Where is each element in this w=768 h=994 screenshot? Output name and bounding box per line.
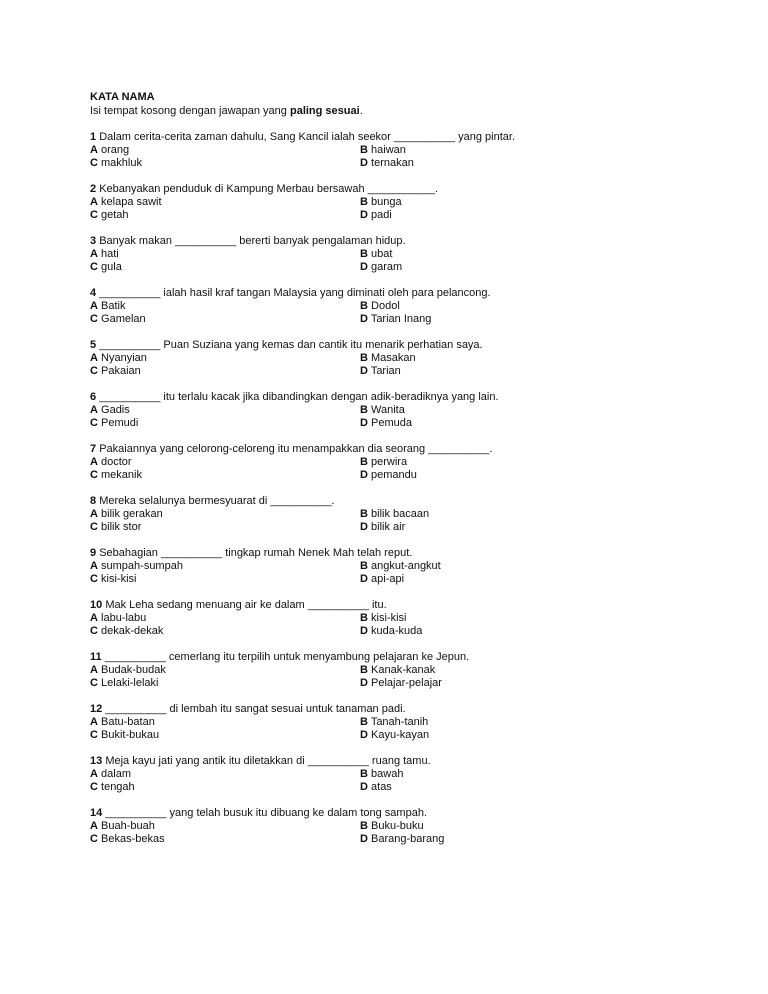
question-number: 9 <box>90 547 97 559</box>
question-stem <box>90 703 650 716</box>
option-letter: D <box>360 313 368 325</box>
option-letter: B <box>360 560 368 572</box>
answer-option <box>90 729 360 742</box>
answer-option <box>90 261 360 274</box>
option-text: Wanita <box>371 404 405 416</box>
option-text: Lelaki-lelaki <box>101 677 159 689</box>
option-letter: A <box>90 820 98 832</box>
instruction <box>90 104 650 118</box>
option-text: garam <box>371 261 403 273</box>
option-row <box>90 573 650 586</box>
answer-option <box>360 313 630 326</box>
answer-option <box>90 781 360 794</box>
option-letter: D <box>360 157 368 169</box>
question-text: Mak Leha sedang menuang air ke dalam __________ itu. <box>105 599 387 611</box>
answer-option <box>360 781 630 794</box>
option-row <box>90 469 650 482</box>
option-row <box>90 417 650 430</box>
option-letter: A <box>90 248 98 260</box>
option-letter: B <box>360 248 368 260</box>
question-text: Mereka selalunya bermesyuarat di __________. <box>99 495 335 507</box>
option-letter: B <box>360 612 368 624</box>
option-text: orang <box>101 144 130 156</box>
question-item <box>90 287 650 326</box>
question-text: __________ yang telah busuk itu dibuang ke dalam tong sampah. <box>105 807 427 819</box>
option-letter: D <box>360 625 368 637</box>
option-text: bilik air <box>371 521 406 533</box>
answer-option <box>360 560 630 573</box>
option-text: kuda-kuda <box>371 625 423 637</box>
option-text: tengah <box>101 781 135 793</box>
option-row <box>90 820 650 833</box>
answer-option <box>90 820 360 833</box>
question-number: 3 <box>90 235 97 247</box>
question-stem <box>90 547 650 560</box>
option-letter: C <box>90 469 98 481</box>
option-text: Pakaian <box>101 365 141 377</box>
option-letter: C <box>90 625 98 637</box>
option-letter: A <box>90 612 98 624</box>
option-row <box>90 781 650 794</box>
answer-option <box>360 664 630 677</box>
option-letter: B <box>360 768 368 780</box>
option-text: Pelajar-pelajar <box>371 677 442 689</box>
option-text: api-api <box>371 573 405 585</box>
question-text: Dalam cerita-cerita zaman dahulu, Sang Kancil ialah seekor __________ yang pintar. <box>99 131 516 143</box>
answer-option <box>90 612 360 625</box>
question-stem <box>90 755 650 768</box>
answer-option <box>360 365 630 378</box>
question-number: 11 <box>90 651 102 663</box>
answer-option <box>360 677 630 690</box>
option-letter: B <box>360 300 368 312</box>
option-text: atas <box>371 781 392 793</box>
question-item <box>90 807 650 846</box>
answer-option <box>360 612 630 625</box>
worksheet-header <box>90 90 650 118</box>
option-text: kisi-kisi <box>101 573 137 585</box>
question-stem <box>90 599 650 612</box>
option-text: Barang-barang <box>371 833 445 845</box>
instruction-emphasis: paling sesuai <box>289 105 360 117</box>
question-text: __________ Puan Suziana yang kemas dan cantik itu menarik perhatian saya. <box>99 339 483 351</box>
answer-option <box>90 521 360 534</box>
option-letter: D <box>360 781 368 793</box>
option-letter: C <box>90 209 98 221</box>
option-letter: B <box>360 456 368 468</box>
option-row <box>90 144 650 157</box>
question-stem <box>90 287 650 300</box>
question-item <box>90 495 650 534</box>
option-letter: B <box>360 820 368 832</box>
option-letter: A <box>90 664 98 676</box>
question-number: 2 <box>90 183 97 195</box>
option-row <box>90 716 650 729</box>
answer-option <box>360 404 630 417</box>
question-item <box>90 651 650 690</box>
answer-option <box>90 248 360 261</box>
option-text: ternakan <box>371 157 414 169</box>
option-letter: C <box>90 521 98 533</box>
option-text: makhluk <box>101 157 142 169</box>
option-text: Dodol <box>371 300 400 312</box>
question-item <box>90 755 650 794</box>
option-letter: D <box>360 417 368 429</box>
option-letter: A <box>90 456 98 468</box>
answer-option <box>360 820 630 833</box>
option-text: angkut-angkut <box>371 560 441 572</box>
question-item <box>90 183 650 222</box>
option-row <box>90 352 650 365</box>
option-text: Batu-batan <box>101 716 155 728</box>
option-text: Buku-buku <box>371 820 424 832</box>
option-row <box>90 157 650 170</box>
answer-option <box>360 469 630 482</box>
option-letter: A <box>90 560 98 572</box>
option-letter: C <box>90 781 98 793</box>
option-text: Tanah-tanih <box>370 716 429 728</box>
question-item <box>90 443 650 482</box>
answer-option <box>90 417 360 430</box>
answer-option <box>360 417 630 430</box>
question-number: 7 <box>90 443 97 455</box>
answer-option <box>360 196 630 209</box>
option-text: bilik stor <box>101 521 142 533</box>
option-text: Tarian Inang <box>370 313 432 325</box>
answer-option <box>90 404 360 417</box>
option-letter: C <box>90 261 98 273</box>
answer-option <box>360 729 630 742</box>
question-number: 13 <box>90 755 103 767</box>
option-text: gula <box>101 261 122 273</box>
option-text: dekak-dekak <box>101 625 164 637</box>
question-item <box>90 131 650 170</box>
answer-option <box>90 209 360 222</box>
question-stem <box>90 339 650 352</box>
option-text: Gadis <box>101 404 130 416</box>
answer-option <box>360 300 630 313</box>
option-text: Bekas-bekas <box>101 833 165 845</box>
option-text: Batik <box>101 300 126 312</box>
worksheet-page <box>90 90 650 859</box>
option-text: Gamelan <box>101 313 146 325</box>
answer-option <box>360 833 630 846</box>
option-letter: D <box>360 677 368 689</box>
answer-option <box>360 248 630 261</box>
option-row <box>90 521 650 534</box>
option-letter: D <box>360 365 368 377</box>
option-letter: C <box>90 313 98 325</box>
page-title: KATA NAMA <box>90 91 155 103</box>
option-text: Pemuda <box>371 417 412 429</box>
option-letter: D <box>360 261 368 273</box>
option-row <box>90 261 650 274</box>
answer-option <box>90 196 360 209</box>
option-letter: C <box>90 417 98 429</box>
option-text: Pemudi <box>101 417 139 429</box>
option-row <box>90 300 650 313</box>
option-letter: D <box>360 833 368 845</box>
answer-option <box>90 144 360 157</box>
option-letter: B <box>360 352 368 364</box>
question-item <box>90 703 650 742</box>
option-row <box>90 612 650 625</box>
answer-option <box>90 833 360 846</box>
question-stem <box>90 651 650 664</box>
option-row <box>90 768 650 781</box>
answer-option <box>360 508 630 521</box>
option-letter: D <box>360 729 368 741</box>
answer-option <box>90 469 360 482</box>
question-number: 4 <box>90 287 97 299</box>
option-letter: B <box>360 508 368 520</box>
question-stem <box>90 235 650 248</box>
option-text: padi <box>371 209 392 221</box>
answer-option <box>90 157 360 170</box>
option-text: bunga <box>371 196 402 208</box>
answer-option <box>90 365 360 378</box>
option-row <box>90 677 650 690</box>
question-text: Pakaiannya yang celorong-celoreng itu menampakkan dia seorang __________. <box>99 443 493 455</box>
option-row <box>90 248 650 261</box>
option-row <box>90 729 650 742</box>
question-number: 6 <box>90 391 97 403</box>
answer-option <box>360 352 630 365</box>
question-text: Meja kayu jati yang antik itu diletakkan di __________ ruang tamu. <box>105 755 431 767</box>
option-row <box>90 560 650 573</box>
option-letter: D <box>360 469 368 481</box>
option-text: Budak-budak <box>101 664 166 676</box>
option-row <box>90 456 650 469</box>
answer-option <box>90 508 360 521</box>
question-stem <box>90 391 650 404</box>
answer-option <box>360 768 630 781</box>
option-text: dalam <box>101 768 131 780</box>
option-text: Kanak-kanak <box>371 664 436 676</box>
option-letter: C <box>90 833 98 845</box>
answer-option <box>360 157 630 170</box>
option-letter: D <box>360 209 368 221</box>
option-text: bawah <box>371 768 404 780</box>
option-text: Bukit-bukau <box>101 729 160 741</box>
question-item <box>90 547 650 586</box>
question-text: __________ di lembah itu sangat sesuai untuk tanaman padi. <box>105 703 406 715</box>
question-text: Kebanyakan penduduk di Kampung Merbau bersawah ___________. <box>99 183 439 195</box>
option-text: perwira <box>371 456 408 468</box>
option-letter: A <box>90 300 98 312</box>
option-text: hati <box>101 248 119 260</box>
option-text: kelapa sawit <box>101 196 162 208</box>
question-text: __________ ialah hasil kraf tangan Malaysia yang diminati oleh para pelancong. <box>99 287 491 299</box>
question-stem <box>90 807 650 820</box>
option-row <box>90 508 650 521</box>
option-letter: C <box>90 157 98 169</box>
option-letter: A <box>90 508 98 520</box>
option-text: ubat <box>371 248 393 260</box>
answer-option <box>360 625 630 638</box>
question-number: 1 <box>90 131 97 143</box>
question-number: 8 <box>90 495 97 507</box>
option-text: Kayu-kayan <box>371 729 430 741</box>
option-letter: A <box>90 716 98 728</box>
question-list <box>90 131 650 846</box>
question-number: 12 <box>90 703 103 715</box>
option-letter: B <box>360 664 368 676</box>
option-letter: C <box>90 573 98 585</box>
option-letter: D <box>360 573 368 585</box>
question-text: __________ itu terlalu kacak jika dibandingkan dengan adik-beradiknya yang lain. <box>99 391 499 403</box>
answer-option <box>360 716 630 729</box>
instruction-end: . <box>359 105 363 117</box>
option-letter: B <box>360 144 368 156</box>
option-text: haiwan <box>371 144 406 156</box>
option-letter: A <box>90 768 98 780</box>
instruction-text: Isi tempat kosong dengan jawapan yang <box>90 105 290 117</box>
option-text: doctor <box>101 456 132 468</box>
option-row <box>90 365 650 378</box>
option-letter: C <box>90 677 98 689</box>
answer-option <box>90 300 360 313</box>
answer-option <box>90 313 360 326</box>
option-text: mekanik <box>101 469 142 481</box>
answer-option <box>90 573 360 586</box>
option-text: Tarian <box>370 365 401 377</box>
answer-option <box>90 677 360 690</box>
answer-option <box>360 261 630 274</box>
answer-option <box>90 716 360 729</box>
question-item <box>90 235 650 274</box>
answer-option <box>360 521 630 534</box>
question-text: Banyak makan __________ bererti banyak pengalaman hidup. <box>99 235 406 247</box>
answer-option <box>360 144 630 157</box>
option-row <box>90 664 650 677</box>
option-text: kisi-kisi <box>371 612 407 624</box>
option-text: labu-labu <box>101 612 147 624</box>
question-item <box>90 339 650 378</box>
answer-option <box>90 560 360 573</box>
question-number: 5 <box>90 339 97 351</box>
option-text: bilik bacaan <box>371 508 430 520</box>
option-row <box>90 404 650 417</box>
answer-option <box>90 664 360 677</box>
answer-option <box>90 625 360 638</box>
option-text: sumpah-sumpah <box>101 560 183 572</box>
option-row <box>90 313 650 326</box>
option-row <box>90 196 650 209</box>
answer-option <box>90 768 360 781</box>
option-letter: B <box>360 404 368 416</box>
option-letter: A <box>90 404 98 416</box>
answer-option <box>90 352 360 365</box>
option-row <box>90 833 650 846</box>
option-letter: C <box>90 365 98 377</box>
question-stem <box>90 443 650 456</box>
answer-option <box>360 573 630 586</box>
option-letter: A <box>90 144 98 156</box>
question-number: 10 <box>90 599 103 611</box>
option-letter: B <box>360 196 368 208</box>
answer-option <box>360 456 630 469</box>
option-text: Masakan <box>371 352 416 364</box>
option-text: Buah-buah <box>101 820 155 832</box>
option-text: Nyanyian <box>101 352 147 364</box>
answer-option <box>360 209 630 222</box>
option-text: bilik gerakan <box>101 508 163 520</box>
option-letter: B <box>360 716 368 728</box>
option-letter: A <box>90 196 98 208</box>
question-text: Sebahagian __________ tingkap rumah Nenek Mah telah reput. <box>99 547 413 559</box>
answer-option <box>90 456 360 469</box>
option-row <box>90 625 650 638</box>
question-stem <box>90 495 650 508</box>
question-item <box>90 391 650 430</box>
question-stem <box>90 131 650 144</box>
option-text: pemandu <box>371 469 417 481</box>
question-stem <box>90 183 650 196</box>
option-letter: D <box>360 521 368 533</box>
question-text: __________ cemerlang itu terpilih untuk menyambung pelajaran ke Jepun. <box>104 651 470 663</box>
question-item <box>90 599 650 638</box>
option-letter: C <box>90 729 98 741</box>
question-number: 14 <box>90 807 103 819</box>
option-letter: A <box>90 352 98 364</box>
option-row <box>90 209 650 222</box>
option-text: getah <box>101 209 129 221</box>
